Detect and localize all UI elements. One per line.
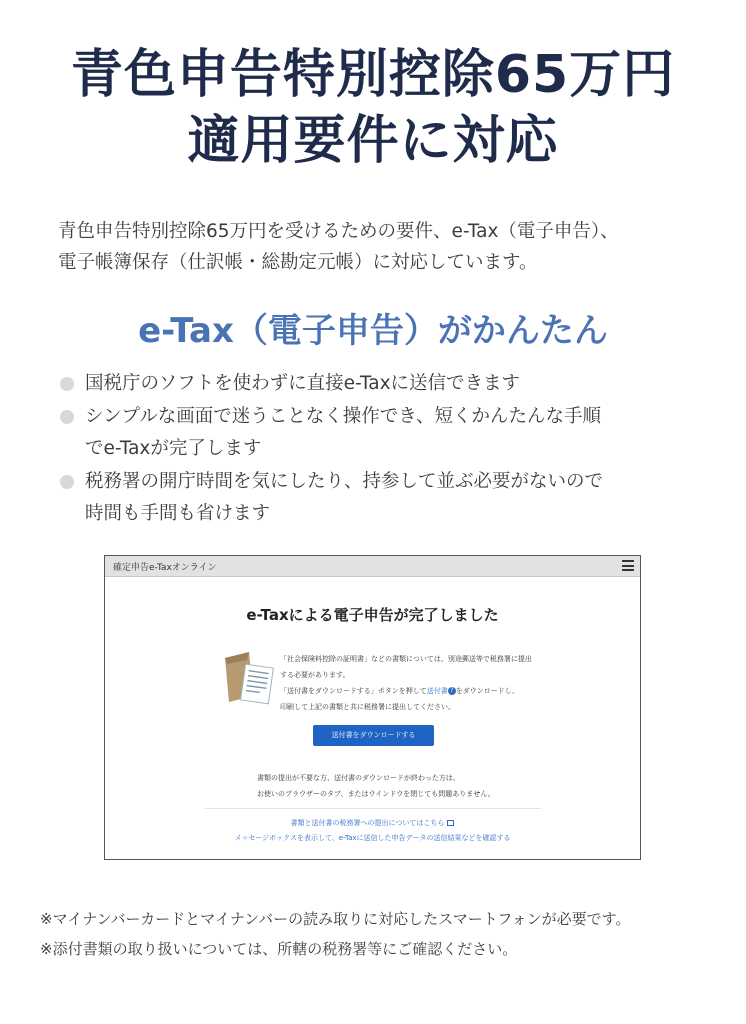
instructions-fragment: をダウンロードし、: [455, 687, 519, 695]
close-note-text: [257, 770, 557, 802]
benefit-line: でe-Taxが完了します: [85, 438, 262, 459]
sending-form-link[interactable]: 送付書: [426, 687, 448, 695]
benefit-item: [60, 368, 700, 401]
benefit-list: [60, 368, 700, 531]
bullet-icon: [60, 410, 74, 424]
app-screenshot: [104, 555, 641, 860]
instructions-line: [280, 683, 540, 699]
hamburger-menu-icon[interactable]: [622, 560, 634, 571]
window-titlebar: [105, 556, 640, 577]
help-icon[interactable]: ?: [448, 687, 456, 695]
footnote-mynumber: ※マイナンバーカードとマイナンバーの読み取りに対応したスマートフォンが必要です。: [40, 910, 631, 928]
instructions-fragment: 「送付書をダウンロードする」ボタンを押して: [280, 687, 427, 695]
bullet-icon: [60, 475, 74, 489]
footnote-attachments: ※添付書類の取り扱いについては、所轄の税務署等にご確認ください。: [40, 940, 518, 958]
benefit-line: 国税庁のソフトを使わずに直接e-Taxに送信できます: [85, 373, 521, 394]
hero-title-line2: 適用要件に対応: [187, 111, 559, 171]
submission-info-link[interactable]: 書類と送付書の税務署への提出についてはこちら: [290, 819, 445, 827]
window-title: 確定申告e-Taxオンライン: [113, 563, 217, 573]
intro-line1: 青色申告特別控除65万円を受けるための要件、e-Tax（電子申告）、: [58, 221, 619, 242]
close-note-line: 書類の提出が不要な方、送付書のダウンロードが終わった方は、: [257, 774, 460, 782]
download-sending-form-button[interactable]: 送付書をダウンロードする: [313, 725, 434, 746]
divider: [205, 808, 541, 809]
intro-line2: 電子帳簿保存（仕訳帳・総勘定元帳）に対応しています。: [58, 252, 538, 273]
message-box-link[interactable]: メッセージボックスを表示して、e-Taxに送信した申告データの送信結果などを確認する: [234, 834, 511, 842]
benefit-line: 時間も手間も省けます: [85, 503, 271, 524]
intro-text: [58, 216, 718, 278]
benefit-item: [60, 401, 700, 466]
benefit-line: シンプルな画面で迷うことなく操作でき、短くかんたんな手順: [85, 405, 602, 427]
submission-info-link-row: [105, 818, 640, 828]
close-note-line: お使いのブラウザーのタブ、またはウインドウを閉じても問題ありません。: [257, 790, 495, 798]
hero-title-line1: 青色申告特別控除65万円: [70, 45, 676, 105]
instructions-line: 印刷して上記の書類と共に税務署に提出してください。: [280, 703, 455, 711]
benefit-item: [60, 466, 700, 531]
benefit-line: 税務署の開庁時間を気にしたり、持参して並ぶ必要がないので: [85, 470, 604, 492]
footnotes: [40, 904, 730, 964]
documents-icon: [219, 648, 277, 708]
completion-heading: e-Taxによる電子申告が完了しました: [246, 606, 499, 624]
hero-title: [0, 42, 746, 174]
section-heading: e-Tax（電子申告）がかんたん: [138, 311, 608, 351]
instructions-text: [280, 651, 540, 715]
instructions-line: する必要があります。: [280, 671, 350, 679]
instructions-line: 「社会保険料控除の証明書」などの書類については、別途郵送等で税務署に提出: [280, 655, 532, 663]
external-link-icon: [447, 820, 454, 826]
bullet-icon: [60, 377, 74, 391]
